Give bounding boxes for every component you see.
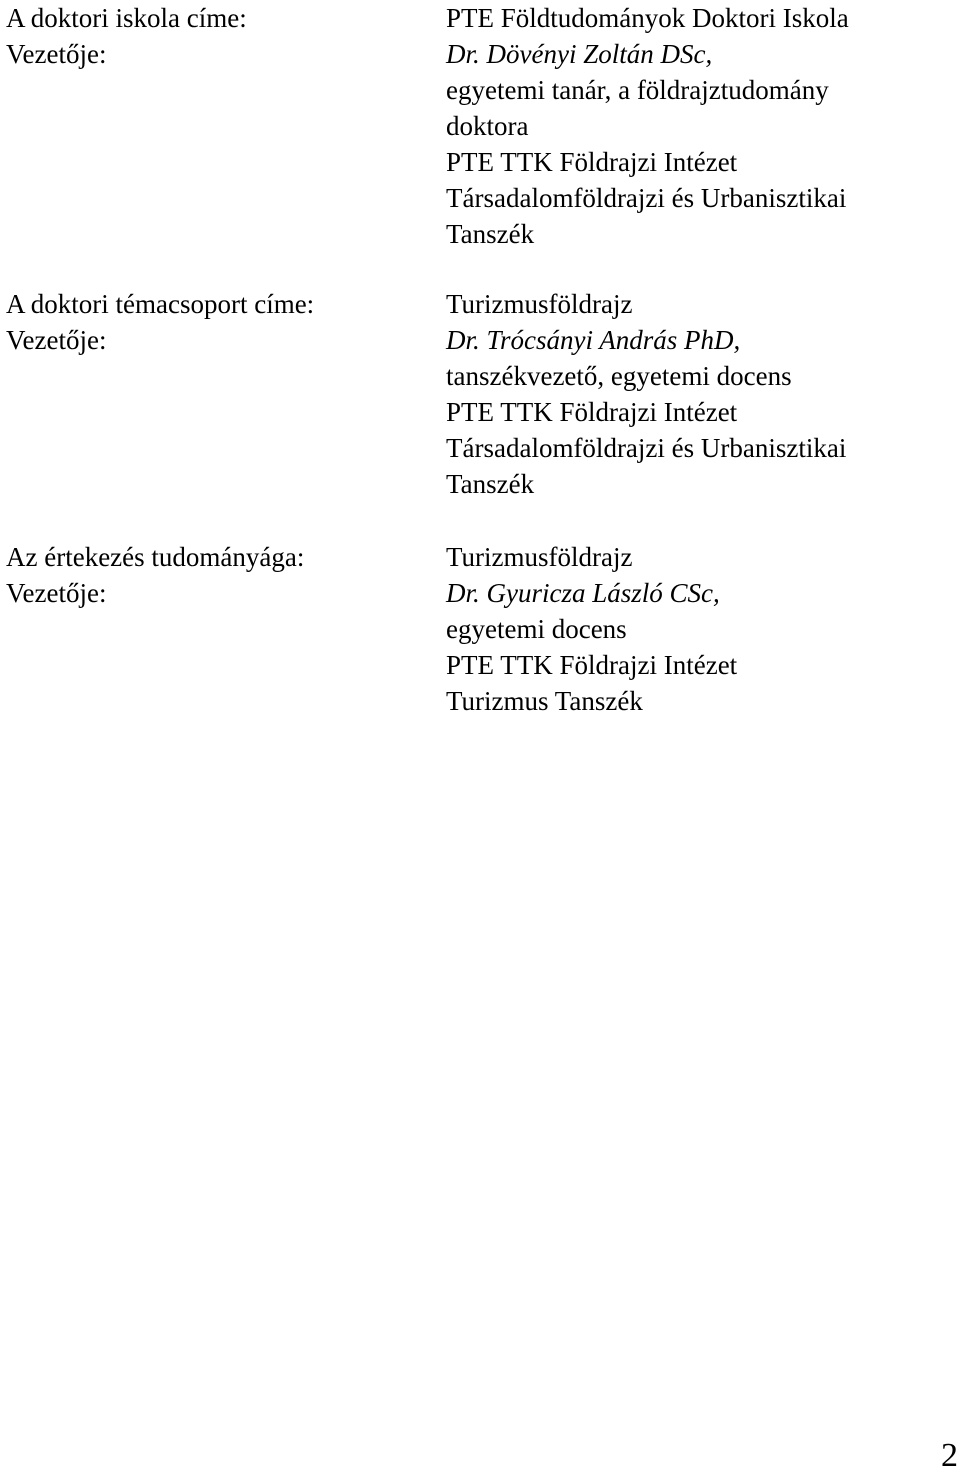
value-line: Tanszék bbox=[446, 469, 535, 499]
page-number: 2 bbox=[941, 1437, 958, 1474]
label-column bbox=[6, 539, 426, 611]
value-line: PTE TTK Földrajzi Intézet bbox=[446, 147, 738, 177]
value-line: egyetemi tanár, a földrajztudomány bbox=[446, 75, 829, 105]
label-leader: Vezetője: bbox=[6, 39, 107, 69]
value-column bbox=[446, 539, 956, 719]
label-column bbox=[6, 0, 426, 72]
value-line: tanszékvezető, egyetemi docens bbox=[446, 361, 792, 391]
value-line: Turizmus Tanszék bbox=[446, 686, 643, 716]
value-line: Turizmusföldrajz bbox=[446, 289, 633, 319]
label-dissertation-field: Az értekezés tudományága: bbox=[6, 542, 305, 572]
value-line: Turizmusföldrajz bbox=[446, 542, 633, 572]
leader-name: Dr. Dövényi Zoltán DSc, bbox=[446, 39, 713, 69]
leader-name: Dr. Trócsányi András PhD, bbox=[446, 325, 741, 355]
value-column bbox=[446, 0, 956, 252]
value-line: Társadalomföldrajzi és Urbanisztikai bbox=[446, 433, 847, 463]
value-line: PTE TTK Földrajzi Intézet bbox=[446, 397, 738, 427]
label-leader: Vezetője: bbox=[6, 325, 107, 355]
label-topic-group-title: A doktori témacsoport címe: bbox=[6, 289, 315, 319]
value-line: doktora bbox=[446, 111, 529, 141]
label-leader: Vezetője: bbox=[6, 578, 107, 608]
value-line: PTE Földtudományok Doktori Iskola bbox=[446, 3, 849, 33]
leader-name: Dr. Gyuricza László CSc, bbox=[446, 578, 720, 608]
value-line: egyetemi docens bbox=[446, 614, 627, 644]
value-line: Tanszék bbox=[446, 219, 535, 249]
value-column bbox=[446, 286, 956, 502]
value-line: PTE TTK Földrajzi Intézet bbox=[446, 650, 738, 680]
label-doctoral-school-title: A doktori iskola címe: bbox=[6, 3, 247, 33]
label-column bbox=[6, 286, 426, 358]
value-line: Társadalomföldrajzi és Urbanisztikai bbox=[446, 183, 847, 213]
